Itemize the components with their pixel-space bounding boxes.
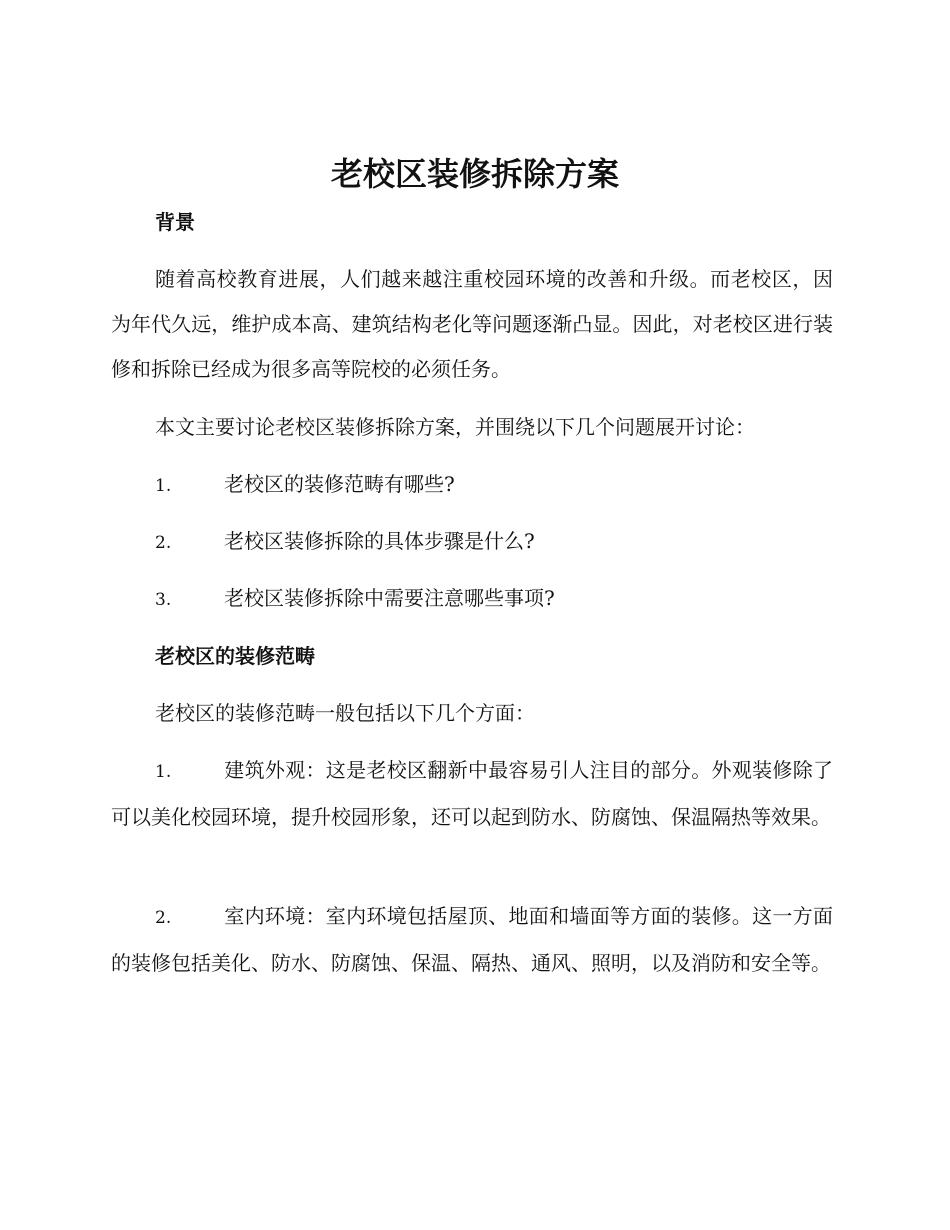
- scope-item: [111, 894, 833, 986]
- question-text: 老校区的装修范畴有哪些?: [224, 472, 455, 496]
- scope-item-text: 建筑外观：这是老校区翻新中最容易引人注目的部分。外观装修除了可以美化校园环境，提升校园形象，还可以起到防水、防腐蚀、保温隔热等效果。: [111, 758, 833, 829]
- background-paragraph-2: 本文主要讨论老校区装修拆除方案，并围绕以下几个问题展开讨论：: [155, 415, 755, 439]
- question-text: 老校区装修拆除中需要注意哪些事项?: [224, 586, 555, 610]
- scope-item: [111, 748, 833, 840]
- document-title: 老校区装修拆除方案: [330, 155, 619, 193]
- heading-scope: 老校区的装修范畴: [155, 644, 315, 668]
- list-number: 3.: [155, 590, 172, 610]
- list-number: 2.: [155, 533, 172, 553]
- list-number: 2.: [155, 908, 172, 928]
- list-number: 1.: [155, 476, 172, 496]
- question-text: 老校区装修拆除的具体步骤是什么?: [224, 529, 535, 553]
- background-paragraph-1: 随着高校教育进展，人们越来越注重校园环境的改善和升级。而老校区，因为年代久远，维护成本高、建筑结构老化等问题逐渐凸显。因此，对老校区进行装修和拆除已经成为很多高等院校的必须任务。: [111, 267, 833, 381]
- heading-background: 背景: [155, 210, 195, 234]
- scope-intro: 老校区的装修范畴一般包括以下几个方面：: [155, 701, 535, 725]
- question-item: [111, 519, 833, 566]
- question-item: [111, 576, 833, 623]
- list-number: 1.: [155, 762, 172, 782]
- scope-item-text: 室内环境：室内环境包括屋顶、地面和墙面等方面的装修。这一方面的装修包括美化、防水、防腐蚀、保温、隔热、通风、照明，以及消防和安全等。: [111, 904, 833, 975]
- question-item: [111, 462, 833, 509]
